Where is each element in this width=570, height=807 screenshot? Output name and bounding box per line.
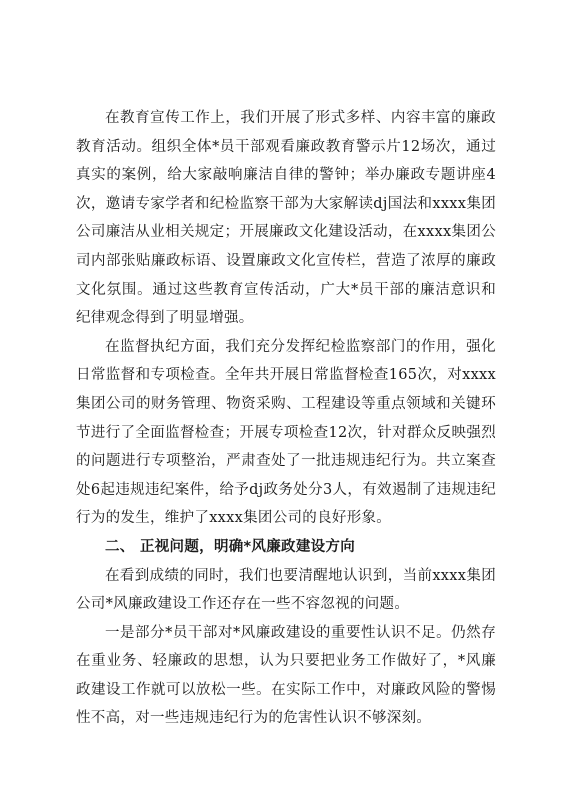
paragraph-problems-intro: 在看到成绩的同时，我们也要清醒地认识到，当前xxxx集团公司*风廉政建设工作还存在一些不容忽视的问题。 — [76, 567, 496, 613]
paragraph-supervision-discipline: 在监督执纪方面，我们充分发挥纪检监察部门的作用，强化日常监督和专项检查。全年共开展日常监督检查165次，对xxxx集团公司的财务管理、物资采购、工程建设等重点领域和关键环节进行了全面监督检查；开展专项检查12次，针对群众反映强烈的问题进行专项整治，严肃查处了一批违规违纪行为。共立案查处6起违规违纪案件，给予dj政务处分3人，有效遏制了违规违纪行为的发生，维护了xxxx集团公司的良好形象。 — [76, 338, 496, 527]
paragraph-problem-one: 一是部分*员干部对*风廉政建设的重要性认识不足。仍然存在重业务、轻廉政的思想，认为只要把业务工作做好了，*风廉政建设工作就可以放松一些。在实际工作中，对廉政风险的警惕性不高，对一些违规违纪行为的危害性认识不够深刻。 — [76, 624, 496, 727]
section-heading: 二、 正视问题，明确*风廉政建设方向 — [105, 538, 356, 555]
document-body — [76, 104, 496, 733]
paragraph-education-publicity: 在教育宣传工作上，我们开展了形式多样、内容丰富的廉政教育活动。组织全体*员干部观看廉政教育警示片12场次，通过真实的案例，给大家敲响廉洁自律的警钟；举办廉政专题讲座4次，邀请专家学者和纪检监察干部为大家解读dj国法和xxxx集团公司廉洁从业相关规定；开展廉政文化建设活动，在xxxx集团公司内部张贴廉政标语、设置廉政文化宣传栏，营造了浓厚的廉政文化氛围。通过这些教育宣传活动，广大*员干部的廉洁意识和纪律观念得到了明显增强。 — [76, 110, 496, 327]
